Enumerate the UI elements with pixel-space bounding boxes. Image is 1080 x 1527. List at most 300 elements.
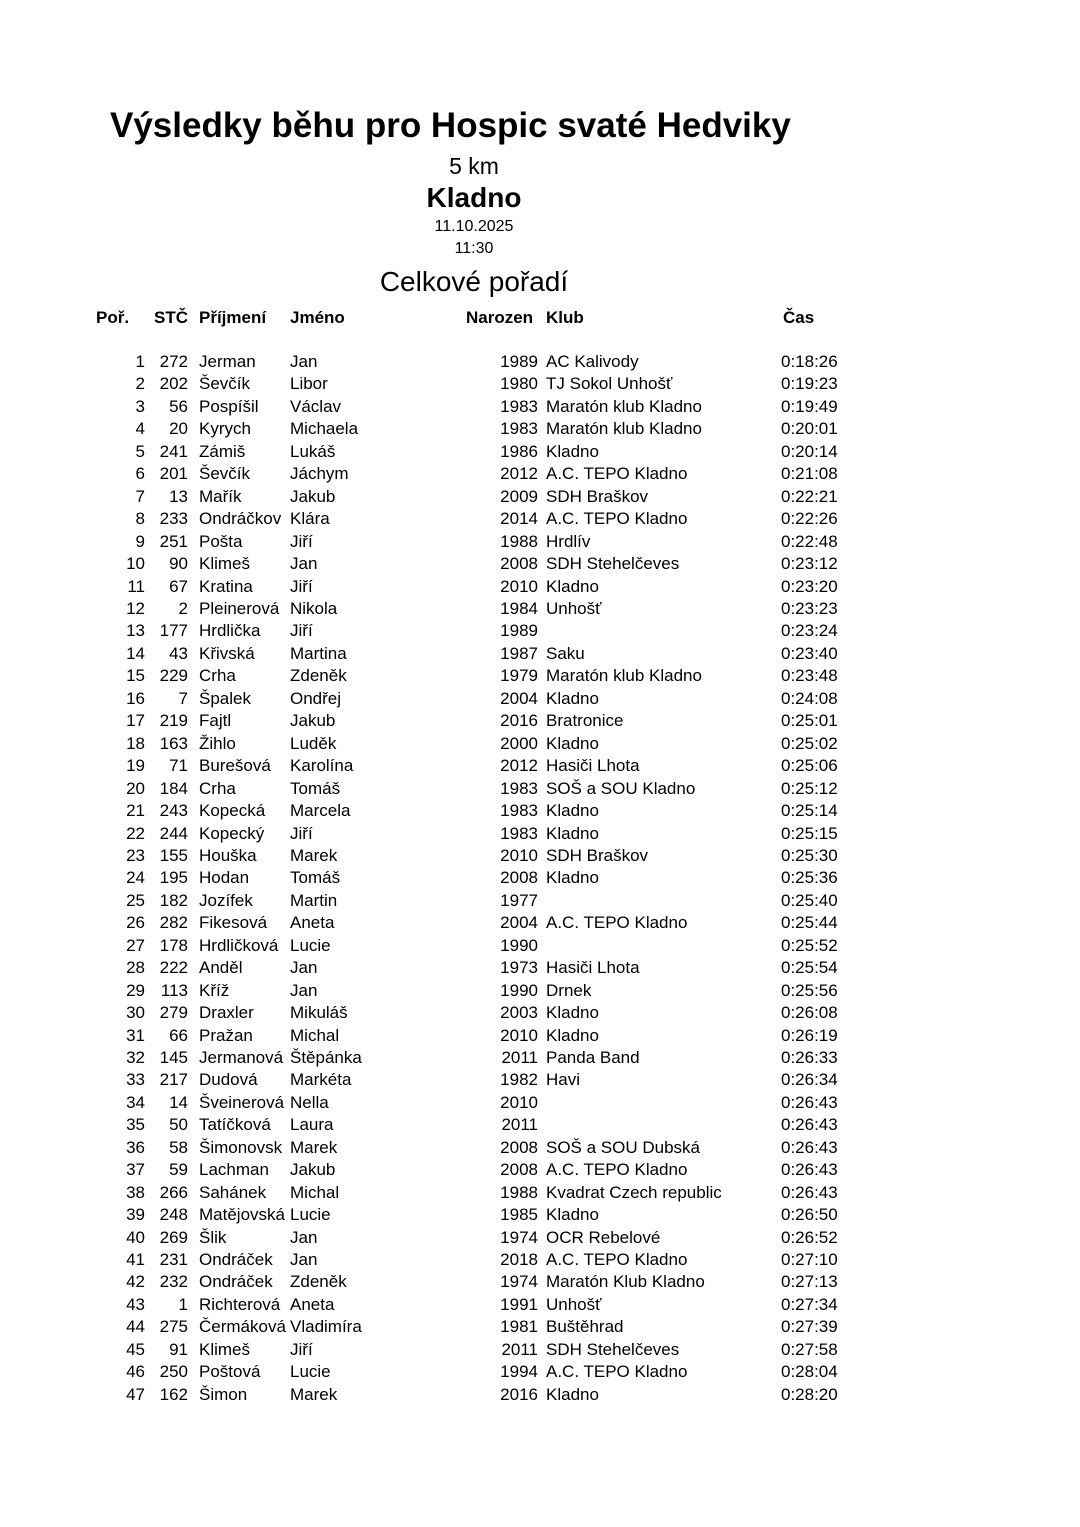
first-name-cell: Aneta — [290, 913, 335, 933]
time-cell: 0:27:13 — [781, 1272, 838, 1292]
rank-cell: 18 — [126, 733, 145, 753]
stc-cell: 90 — [169, 554, 188, 573]
table-row — [0, 913, 1080, 935]
table-row — [0, 554, 1080, 576]
club-cell: Hrdlív — [546, 531, 591, 551]
first-name-cell: Marek — [290, 1137, 338, 1157]
rank-cell: 20 — [126, 778, 145, 798]
first-name-cell: Jiří — [290, 531, 313, 551]
first-name-cell: Jan — [290, 554, 318, 573]
column-header-surname: Příjmení — [199, 308, 267, 327]
table-row — [0, 1340, 1080, 1362]
club-cell: Drnek — [546, 980, 592, 1000]
born-cell: 1985 — [500, 1205, 538, 1225]
surname-cell: Hrdlička — [199, 621, 261, 641]
race-date: 11.10.2025 — [434, 218, 514, 235]
club-cell: SDH Stehelčeves — [546, 1339, 680, 1359]
club-cell: Bratronice — [546, 711, 624, 731]
club-cell: Kladno — [546, 1025, 599, 1045]
first-name-cell: Nella — [290, 1092, 329, 1112]
first-name-cell: Marek — [290, 1384, 338, 1404]
time-cell: 0:18:26 — [781, 352, 838, 371]
born-cell: 2009 — [500, 486, 538, 506]
time-cell: 0:20:14 — [781, 441, 838, 461]
surname-cell: Křivská — [199, 643, 255, 663]
time-cell: 0:21:08 — [781, 464, 838, 484]
time-cell: 0:26:43 — [781, 1182, 838, 1202]
stc-cell: 56 — [169, 396, 188, 416]
table-row — [0, 532, 1080, 554]
club-cell: Unhošť — [546, 1294, 602, 1314]
born-cell: 2010 — [500, 576, 538, 596]
stc-cell: 217 — [159, 1070, 188, 1090]
time-cell: 0:25:40 — [781, 890, 838, 910]
born-cell: 2008 — [500, 868, 538, 888]
club-cell: Maratón Klub Kladno — [546, 1272, 705, 1292]
first-name-cell: Štěpánka — [290, 1047, 362, 1067]
table-row — [0, 734, 1080, 756]
table-row — [0, 374, 1080, 396]
stc-cell: 13 — [169, 486, 188, 506]
rank-cell: 26 — [126, 913, 145, 933]
rank-cell: 2 — [135, 374, 145, 394]
time-cell: 0:25:12 — [781, 778, 838, 798]
stc-cell: 20 — [169, 419, 188, 439]
surname-cell: Poštová — [199, 1362, 261, 1382]
first-name-cell: Karolína — [290, 756, 354, 776]
surname-cell: Kyrych — [199, 419, 251, 439]
stc-cell: 250 — [159, 1362, 188, 1382]
surname-cell: Pleinerová — [199, 599, 280, 618]
first-name-cell: Tomáš — [290, 868, 341, 888]
time-cell: 0:27:39 — [781, 1317, 838, 1337]
first-name-cell: Jan — [290, 352, 318, 371]
rank-cell: 21 — [126, 801, 145, 820]
surname-cell: Burešová — [199, 756, 271, 776]
race-distance: 5 km — [449, 153, 499, 179]
club-cell: A.C. TEPO Kladno — [546, 1250, 688, 1269]
surname-cell: Kratina — [199, 576, 253, 596]
table-row — [0, 1272, 1080, 1294]
club-cell: Buštěhrad — [546, 1317, 624, 1337]
rank-cell: 27 — [126, 935, 145, 955]
club-cell: Kladno — [546, 441, 599, 461]
rank-cell: 12 — [126, 599, 145, 618]
surname-cell: Fikesová — [199, 913, 268, 933]
rank-cell: 30 — [126, 1003, 145, 1022]
table-row — [0, 442, 1080, 464]
first-name-cell: Jiří — [290, 1339, 313, 1359]
surname-cell: Hrdličková — [199, 935, 279, 955]
time-cell: 0:23:24 — [781, 621, 838, 641]
born-cell: 1986 — [500, 441, 538, 461]
born-cell: 1990 — [500, 935, 538, 955]
stc-cell: 201 — [159, 464, 188, 484]
born-cell: 1982 — [500, 1070, 538, 1090]
born-cell: 1974 — [500, 1227, 538, 1247]
surname-cell: Klimeš — [199, 1339, 251, 1359]
surname-cell: Kopecký — [199, 823, 265, 843]
born-cell: 1984 — [500, 599, 538, 618]
first-name-cell: Lucie — [290, 1362, 331, 1382]
club-cell: Kladno — [546, 868, 599, 888]
time-cell: 0:25:01 — [781, 711, 838, 731]
surname-cell: Špalek — [199, 688, 251, 708]
first-name-cell: Lukáš — [290, 441, 336, 461]
stc-cell: 50 — [169, 1115, 188, 1135]
stc-cell: 195 — [159, 868, 188, 888]
rank-cell: 29 — [126, 980, 145, 1000]
first-name-cell: Marek — [290, 845, 338, 865]
time-cell: 0:26:50 — [781, 1205, 838, 1225]
club-cell: Kladno — [546, 688, 599, 708]
surname-cell: Jermanová — [199, 1047, 284, 1067]
time-cell: 0:28:20 — [781, 1384, 838, 1404]
time-cell: 0:26:43 — [781, 1137, 838, 1157]
table-row — [0, 689, 1080, 711]
surname-cell: Ondráček — [199, 1272, 273, 1292]
table-row — [0, 1160, 1080, 1182]
born-cell: 2012 — [500, 464, 538, 484]
born-cell: 1973 — [500, 958, 538, 978]
stc-cell: 231 — [159, 1250, 188, 1269]
born-cell: 1988 — [500, 1182, 538, 1202]
surname-cell: Šimon — [199, 1384, 248, 1404]
club-cell: Saku — [546, 643, 585, 663]
time-cell: 0:25:36 — [781, 868, 838, 888]
table-row — [0, 1295, 1080, 1317]
surname-cell: Dudová — [199, 1070, 258, 1090]
table-row — [0, 1362, 1080, 1384]
born-cell: 2004 — [500, 688, 538, 708]
time-cell: 0:19:49 — [781, 396, 838, 416]
born-cell: 2000 — [500, 733, 538, 753]
first-name-cell: Luděk — [290, 733, 337, 753]
club-cell: Kladno — [546, 801, 599, 820]
surname-cell: Mařík — [199, 486, 242, 506]
born-cell: 1990 — [500, 980, 538, 1000]
stc-cell: 2 — [178, 599, 188, 618]
table-row — [0, 1385, 1080, 1407]
table-row — [0, 1048, 1080, 1070]
time-cell: 0:25:44 — [781, 913, 838, 933]
rank-cell: 41 — [126, 1250, 145, 1269]
rank-cell: 14 — [126, 643, 145, 663]
table-row — [0, 801, 1080, 823]
stc-cell: 59 — [169, 1160, 188, 1180]
time-cell: 0:28:04 — [781, 1362, 838, 1382]
rank-cell: 44 — [126, 1317, 145, 1337]
first-name-cell: Jakub — [290, 1160, 336, 1180]
table-row — [0, 824, 1080, 846]
born-cell: 2008 — [500, 554, 538, 573]
time-cell: 0:25:15 — [781, 823, 838, 843]
stc-cell: 244 — [159, 823, 188, 843]
born-cell: 1983 — [500, 778, 538, 798]
time-cell: 0:23:48 — [781, 666, 838, 686]
surname-cell: Lachman — [199, 1160, 269, 1180]
born-cell: 2016 — [500, 711, 538, 731]
first-name-cell: Markéta — [290, 1070, 352, 1090]
table-row — [0, 1183, 1080, 1205]
time-cell: 0:27:34 — [781, 1294, 838, 1314]
born-cell: 2008 — [500, 1137, 538, 1157]
table-row — [0, 666, 1080, 688]
column-header-born: Narozen — [466, 308, 534, 327]
first-name-cell: Martin — [290, 890, 338, 910]
born-cell: 2011 — [501, 1047, 538, 1067]
stc-cell: 91 — [169, 1339, 188, 1359]
rank-cell: 19 — [126, 756, 145, 776]
table-row — [0, 1003, 1080, 1025]
stc-cell: 177 — [159, 621, 188, 641]
stc-cell: 162 — [159, 1384, 188, 1404]
club-cell: A.C. TEPO Kladno — [546, 913, 688, 933]
surname-cell: Pošta — [199, 531, 243, 551]
first-name-cell: Klára — [290, 509, 330, 529]
rank-cell: 7 — [135, 486, 145, 506]
first-name-cell: Lucie — [290, 935, 331, 955]
surname-cell: Matějovská — [199, 1205, 285, 1225]
first-name-cell: Laura — [290, 1115, 334, 1135]
time-cell: 0:19:23 — [781, 374, 838, 394]
first-name-cell: Michal — [290, 1182, 340, 1202]
time-cell: 0:22:26 — [781, 509, 838, 529]
time-cell: 0:22:48 — [781, 531, 838, 551]
column-header-rank: Poř. — [96, 308, 130, 327]
club-cell: A.C. TEPO Kladno — [546, 1362, 688, 1382]
stc-cell: 43 — [169, 643, 188, 663]
club-cell: Panda Band — [546, 1047, 640, 1067]
club-cell: Kladno — [546, 823, 599, 843]
club-cell: Kladno — [546, 1384, 599, 1404]
surname-cell: Hodan — [199, 868, 250, 888]
time-cell: 0:25:02 — [781, 733, 838, 753]
table-row — [0, 1093, 1080, 1115]
surname-cell: Jozífek — [199, 890, 253, 910]
time-cell: 0:26:43 — [781, 1115, 838, 1135]
rank-cell: 6 — [135, 464, 145, 484]
table-row — [0, 599, 1080, 621]
born-cell: 1987 — [500, 643, 538, 663]
born-cell: 2010 — [500, 845, 538, 865]
surname-cell: Šveinerová — [199, 1092, 285, 1112]
rank-cell: 5 — [135, 441, 145, 461]
born-cell: 1983 — [500, 823, 538, 843]
table-row — [0, 1228, 1080, 1250]
table-row — [0, 779, 1080, 801]
time-cell: 0:25:52 — [781, 935, 838, 955]
rank-cell: 22 — [126, 823, 145, 843]
club-cell: Maratón klub Kladno — [546, 419, 702, 439]
table-row — [0, 891, 1080, 913]
born-cell: 2004 — [500, 913, 538, 933]
time-cell: 0:26:33 — [781, 1047, 838, 1067]
first-name-cell: Tomáš — [290, 778, 341, 798]
rank-cell: 17 — [126, 711, 145, 731]
first-name-cell: Martina — [290, 643, 347, 663]
first-name-cell: Libor — [290, 374, 328, 394]
rank-cell: 31 — [126, 1025, 145, 1045]
born-cell: 2010 — [500, 1092, 538, 1112]
club-cell: A.C. TEPO Kladno — [546, 509, 688, 529]
club-cell: Maratón klub Kladno — [546, 666, 702, 686]
stc-cell: 66 — [169, 1025, 188, 1045]
table-row — [0, 577, 1080, 599]
born-cell: 1983 — [500, 419, 538, 439]
stc-cell: 7 — [178, 688, 188, 708]
rank-cell: 4 — [135, 419, 145, 439]
table-row — [0, 509, 1080, 531]
stc-cell: 155 — [159, 845, 188, 865]
table-row — [0, 464, 1080, 486]
time-cell: 0:25:06 — [781, 756, 838, 776]
stc-cell: 275 — [159, 1317, 188, 1337]
time-cell: 0:27:10 — [781, 1250, 838, 1269]
rank-cell: 35 — [126, 1115, 145, 1135]
born-cell: 2003 — [500, 1003, 538, 1022]
column-header-club: Klub — [546, 308, 584, 327]
time-cell: 0:25:30 — [781, 845, 838, 865]
stc-cell: 251 — [159, 531, 188, 551]
time-cell: 0:23:20 — [781, 576, 838, 596]
born-cell: 1989 — [500, 621, 538, 641]
surname-cell: Richterová — [199, 1294, 281, 1314]
table-row — [0, 1026, 1080, 1048]
club-cell: OCR Rebelové — [546, 1227, 661, 1247]
born-cell: 2016 — [500, 1384, 538, 1404]
first-name-cell: Jiří — [290, 576, 313, 596]
surname-cell: Crha — [199, 778, 236, 798]
table-row — [0, 1115, 1080, 1137]
time-cell: 0:25:14 — [781, 801, 838, 820]
born-cell: 2011 — [501, 1115, 538, 1135]
first-name-cell: Václav — [290, 396, 342, 416]
first-name-cell: Lucie — [290, 1205, 331, 1225]
surname-cell: Žihlo — [199, 733, 236, 753]
surname-cell: Tatíčková — [199, 1115, 271, 1135]
surname-cell: Pospíšil — [199, 396, 259, 416]
stc-cell: 71 — [169, 756, 188, 776]
time-cell: 0:26:19 — [781, 1025, 838, 1045]
stc-cell: 241 — [159, 441, 188, 461]
first-name-cell: Zdeněk — [290, 666, 347, 686]
first-name-cell: Jan — [290, 1227, 318, 1247]
born-cell: 1983 — [500, 801, 538, 820]
rank-cell: 23 — [126, 845, 145, 865]
club-cell: Unhošť — [546, 599, 602, 618]
born-cell: 1994 — [500, 1362, 538, 1382]
club-cell: SDH Braškov — [546, 486, 649, 506]
section-title: Celkové pořadí — [379, 266, 569, 297]
table-row — [0, 711, 1080, 733]
rank-cell: 38 — [126, 1182, 145, 1202]
club-cell: Hasiči Lhota — [546, 958, 640, 978]
race-time: 11:30 — [454, 240, 494, 257]
rank-cell: 32 — [126, 1047, 145, 1067]
club-cell: SDH Braškov — [546, 845, 649, 865]
club-cell: Kladno — [546, 1003, 599, 1022]
born-cell: 1974 — [500, 1272, 538, 1292]
club-cell: Kladno — [546, 1205, 599, 1225]
first-name-cell: Jakub — [290, 711, 336, 731]
column-header-first-name: Jméno — [290, 308, 345, 327]
first-name-cell: Jan — [290, 1250, 318, 1269]
time-cell: 0:26:43 — [781, 1092, 838, 1112]
born-cell: 2008 — [500, 1160, 538, 1180]
born-cell: 2010 — [500, 1025, 538, 1045]
column-header-time: Čas — [783, 308, 815, 327]
time-cell: 0:24:08 — [781, 688, 838, 708]
stc-cell: 163 — [159, 733, 188, 753]
club-cell: TJ Sokol Unhošť — [546, 374, 673, 394]
born-cell: 2011 — [501, 1339, 538, 1359]
first-name-cell: Jiří — [290, 621, 313, 641]
club-cell: A.C. TEPO Kladno — [546, 1160, 688, 1180]
born-cell: 1979 — [500, 666, 538, 686]
time-cell: 0:26:34 — [781, 1070, 838, 1090]
first-name-cell: Nikola — [290, 599, 338, 618]
rank-cell: 37 — [126, 1160, 145, 1180]
born-cell: 2018 — [500, 1250, 538, 1269]
first-name-cell: Marcela — [290, 801, 351, 820]
first-name-cell: Michal — [290, 1025, 340, 1045]
club-cell: SDH Stehelčeves — [546, 554, 680, 573]
stc-cell: 266 — [159, 1182, 188, 1202]
table-row — [0, 756, 1080, 778]
born-cell: 2012 — [500, 756, 538, 776]
stc-cell: 279 — [159, 1003, 188, 1022]
surname-cell: Zámiš — [199, 441, 246, 461]
stc-cell: 243 — [159, 801, 188, 820]
rank-cell: 13 — [126, 621, 145, 641]
rank-cell: 15 — [126, 666, 145, 686]
table-row — [0, 644, 1080, 666]
stc-cell: 58 — [169, 1137, 188, 1157]
first-name-cell: Jáchym — [290, 464, 349, 484]
stc-cell: 184 — [159, 778, 188, 798]
stc-cell: 14 — [169, 1092, 188, 1112]
club-cell: A.C. TEPO Kladno — [546, 464, 688, 484]
rank-cell: 46 — [126, 1362, 145, 1382]
born-cell: 1980 — [500, 374, 538, 394]
table-row — [0, 487, 1080, 509]
stc-cell: 178 — [159, 935, 188, 955]
born-cell: 2014 — [500, 509, 538, 529]
club-cell: Hasiči Lhota — [546, 756, 640, 776]
stc-cell: 145 — [159, 1047, 188, 1067]
born-cell: 1991 — [500, 1294, 538, 1314]
surname-cell: Houška — [199, 845, 257, 865]
club-cell: Kvadrat Czech republic — [546, 1182, 722, 1202]
first-name-cell: Zdeněk — [290, 1272, 347, 1292]
table-row — [0, 352, 1080, 374]
stc-cell: 229 — [159, 666, 188, 686]
club-cell: Maratón klub Kladno — [546, 396, 702, 416]
born-cell: 1977 — [500, 890, 538, 910]
surname-cell: Ševčík — [199, 374, 251, 394]
table-row — [0, 1070, 1080, 1092]
rank-cell: 10 — [126, 554, 145, 573]
first-name-cell: Ondřej — [290, 688, 342, 708]
table-row — [0, 621, 1080, 643]
stc-cell: 222 — [159, 958, 188, 978]
club-cell: Kladno — [546, 733, 599, 753]
table-row — [0, 1138, 1080, 1160]
table-row — [0, 846, 1080, 868]
surname-cell: Draxler — [199, 1003, 254, 1022]
club-cell: AC Kalivody — [546, 352, 639, 371]
